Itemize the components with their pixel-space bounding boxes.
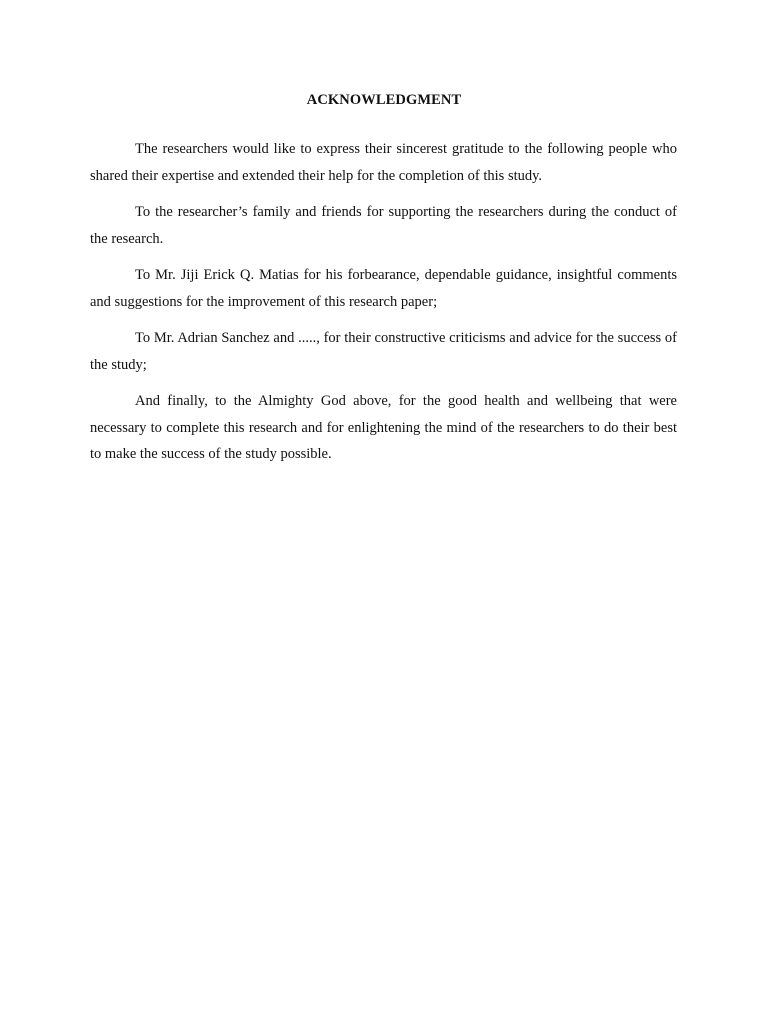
paragraph-panel: To Mr. Adrian Sanchez and ....., for their constructive criticisms and advice for the success of the study; xyxy=(90,330,677,373)
paragraph-closing: And finally, to the Almighty God above, for the good health and wellbeing that were necessary to complete this research and for enlightening the mind of the researchers to do their best to make the success of the study possible. xyxy=(90,393,677,462)
paragraph-intro: The researchers would like to express their sincerest gratitude to the following people who shared their expertise and extended their help for the completion of this study. xyxy=(90,141,677,184)
paragraph-adviser: To Mr. Jiji Erick Q. Matias for his forbearance, dependable guidance, insightful comments and suggestions for the improvement of this research paper; xyxy=(90,267,677,310)
page-title: ACKNOWLEDGMENT xyxy=(306,92,462,108)
paragraph-family: To the researcher’s family and friends for supporting the researchers during the conduct of the research. xyxy=(90,204,677,247)
acknowledgment-body xyxy=(90,136,677,478)
